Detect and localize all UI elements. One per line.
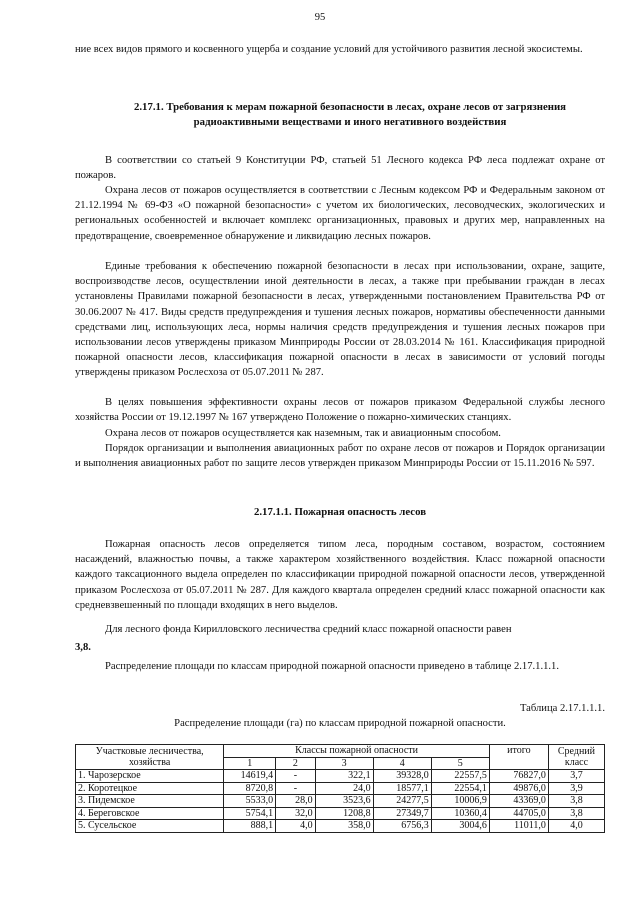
row-name: 5. Сусельское bbox=[76, 820, 224, 833]
cell-total: 76827,0 bbox=[489, 770, 548, 783]
cell-class-1: 5754,1 bbox=[224, 807, 276, 820]
class-number: 2 bbox=[276, 757, 315, 770]
section-heading: 2.17.1. Требования к мерам пожарной безопасности в лесах, охране лесов от загрязнения радиоактивными веществами и иного негативного воздействия bbox=[133, 101, 567, 128]
fire-class-table bbox=[75, 744, 605, 833]
cell-class-2: - bbox=[276, 782, 315, 795]
table-row bbox=[76, 807, 605, 820]
cell-class-2: 28,0 bbox=[276, 795, 315, 808]
cell-avg: 3,7 bbox=[548, 770, 604, 783]
subsection-paragraph-2-text: Для лесного фонда Кирилловского лесничества средний класс пожарной опасности равен bbox=[105, 624, 512, 635]
cell-avg: 3,9 bbox=[548, 782, 604, 795]
subsection-heading: 2.17.1.1. Пожарная опасность лесов bbox=[253, 506, 427, 518]
cell-class-2: 4,0 bbox=[276, 820, 315, 833]
cell-class-4: 27349,7 bbox=[373, 807, 431, 820]
cell-total: 43369,0 bbox=[489, 795, 548, 808]
cell-class-1: 8720,8 bbox=[224, 782, 276, 795]
cell-total: 49876,0 bbox=[489, 782, 548, 795]
table-header-row bbox=[76, 745, 605, 758]
section-paragraph-1: В соответствии со статьей 9 Конституции РФ, статьей 51 Лесного кодекса РФ леса подлежат охране от пожаров. bbox=[75, 155, 605, 182]
subsection-paragraph-1: Пожарная опасность лесов определяется типом леса, породным составом, возрастом, состоянием насаждений, влажностью почвы, а также характером хозяйственного воздействия. Класс пожарной опасности каждого таксационного выдела определен по классификации природной пожарной опасности лесов, утвержденной приказом Рослесхоза от 05.07.2011 № 287. Для каждого квартала определен средний класс пожарной опасности как средневзвешенный по площади входящих в него выделов. bbox=[75, 539, 605, 611]
cell-avg: 3,8 bbox=[548, 807, 604, 820]
cell-class-5: 3004,6 bbox=[431, 820, 489, 833]
table-row bbox=[76, 782, 605, 795]
cell-class-4: 6756,3 bbox=[373, 820, 431, 833]
cell-class-3: 322,1 bbox=[315, 770, 373, 783]
cell-class-5: 10360,4 bbox=[431, 807, 489, 820]
cell-class-2: - bbox=[276, 770, 315, 783]
section-paragraph-6: Порядок организации и выполнения авиационных работ по охране лесов от пожаров и Порядок организации и выполнения авиационных работ по защите лесов утвержден приказом Минприроды России от 15.11.2016 № 597. bbox=[75, 443, 605, 470]
cell-class-5: 22554,1 bbox=[431, 782, 489, 795]
table-row bbox=[76, 820, 605, 833]
table-row bbox=[76, 795, 605, 808]
header-avg: Средний класс bbox=[548, 745, 604, 770]
section-paragraph-3: Единые требования к обеспечению пожарной безопасности в лесах при использовании, охране, защите, воспроизводстве лесов, осуществлении иной деятельности в лесах, а также при пребывании граждан в лесах установлены Правилами пожарной безопасности в лесах, утвержденными постановлением Правительства РФ от 30.06.2007 № 417. Виды средств предупреждения и тушения лесных пожаров, нормативы обеспеченности данными средствами лиц, использующих леса, нормы наличия средств предупреждения и тушения лесных пожаров при использовании лесов утверждены приказом Минприроды России от 28.03.2014 № 161. Классификация природной пожарной опасности лесов, классификация пожарной опасности в лесах в зависимости от условий погоды утверждены приказом Рослесхоза от 05.07.2011 № 287. bbox=[75, 261, 605, 379]
cell-class-4: 18577,1 bbox=[373, 782, 431, 795]
class-number: 3 bbox=[315, 757, 373, 770]
cell-class-3: 358,0 bbox=[315, 820, 373, 833]
cell-class-2: 32,0 bbox=[276, 807, 315, 820]
row-name: 1. Чарозерское bbox=[76, 770, 224, 783]
section-paragraph-5: Охрана лесов от пожаров осуществляется как наземным, так и авиационным способом. bbox=[105, 428, 501, 439]
row-name: 4. Береговское bbox=[76, 807, 224, 820]
page-number: 95 bbox=[314, 12, 326, 23]
cell-class-4: 24277,5 bbox=[373, 795, 431, 808]
cell-total: 11011,0 bbox=[489, 820, 548, 833]
header-total: итого bbox=[489, 745, 548, 770]
cell-total: 44705,0 bbox=[489, 807, 548, 820]
cell-class-1: 14619,4 bbox=[224, 770, 276, 783]
cell-class-3: 3523,6 bbox=[315, 795, 373, 808]
section-paragraph-2: Охрана лесов от пожаров осуществляется в соответствии с Лесным кодексом РФ и Федеральным законом от 21.12.1994 № 69-ФЗ «О пожарной безопасности» с учетом их биологических, лесоводческих, экологических и региональных особенностей и включает комплекс организационных, правовых и других мер, направленных на предотвращение, своевременное обнаружение и ликвидацию лесных пожаров. bbox=[75, 185, 605, 242]
intro-continuation: ние всех видов прямого и косвенного ущерба и создание условий для устойчивого развития лесной экосистемы. bbox=[75, 44, 583, 55]
cell-avg: 3,8 bbox=[548, 795, 604, 808]
cell-class-1: 5533,0 bbox=[224, 795, 276, 808]
class-number: 4 bbox=[373, 757, 431, 770]
cell-class-1: 888,1 bbox=[224, 820, 276, 833]
subsection-paragraph-3: Распределение площади по классам природной пожарной опасности приведено в таблице 2.17.1.1.1. bbox=[105, 661, 559, 672]
table-row bbox=[76, 770, 605, 783]
cell-class-5: 10006,9 bbox=[431, 795, 489, 808]
subsection-paragraph-2 bbox=[75, 622, 605, 637]
class-number: 1 bbox=[224, 757, 276, 770]
cell-class-4: 39328,0 bbox=[373, 770, 431, 783]
cell-avg: 4,0 bbox=[548, 820, 604, 833]
cell-class-3: 24,0 bbox=[315, 782, 373, 795]
average-class-value: 3,8. bbox=[75, 642, 91, 653]
class-number: 5 bbox=[431, 757, 489, 770]
table-label: Таблица 2.17.1.1.1. bbox=[519, 703, 605, 714]
header-name: Участковые лесничества, хозяйства bbox=[76, 745, 224, 770]
cell-class-5: 22557,5 bbox=[431, 770, 489, 783]
header-classes: Классы пожарной опасности bbox=[224, 745, 490, 758]
row-name: 2. Коротецкое bbox=[76, 782, 224, 795]
table-title: Распределение площади (га) по классам природной пожарной опасности. bbox=[174, 718, 506, 729]
cell-class-3: 1208,8 bbox=[315, 807, 373, 820]
row-name: 3. Пидемское bbox=[76, 795, 224, 808]
section-paragraph-4: В целях повышения эффективности охраны лесов от пожаров приказом Федеральной службы лесного хозяйства России от 19.12.1997 № 167 утверждено Положение о пожарно-химических станциях. bbox=[75, 397, 605, 424]
